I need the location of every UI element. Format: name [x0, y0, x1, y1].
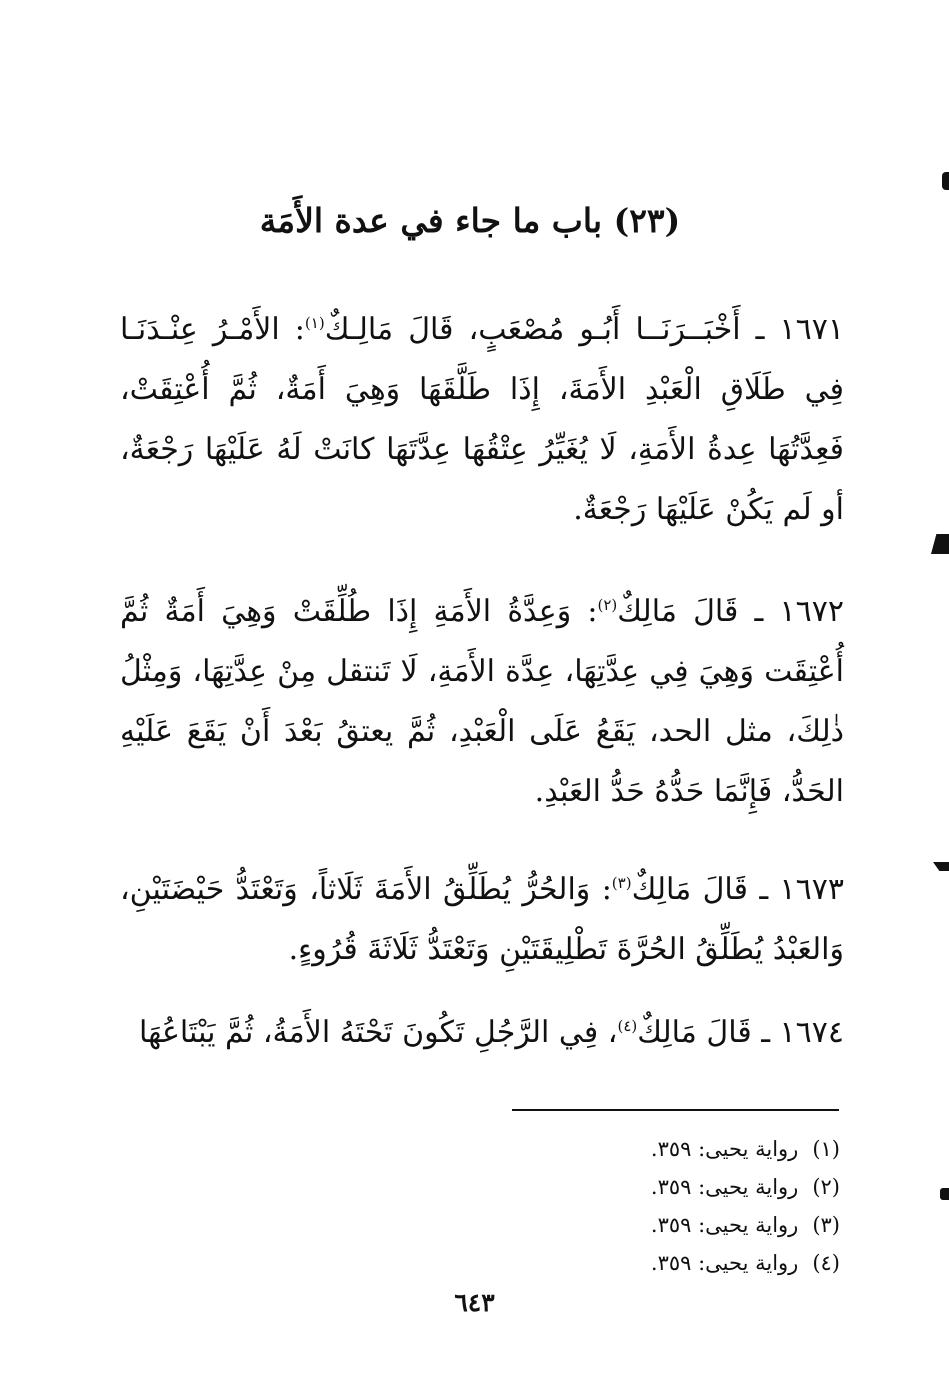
footnote-text: رواية يحيى: ٣٥٩. — [650, 1251, 799, 1275]
paragraph-number: ١٦٧٤ — [779, 1015, 844, 1050]
footnote-ref: (٣) — [611, 874, 632, 892]
paragraph-text: : وَعِدَّةُ الأَمَةِ إِذَا طُلِّقَتْ وَهِيَ أَمَةٌ ثُمَّ أُعْتِقَت وَهِيَ فِي عِدَّتِهَا، عِدَّة الأَمَةِ، لَا تَنتقل مِنْ عِدَّتِهَا، وَمِثْلُ ذٰلِكَ، مثل الحد، يَقَعُ عَلَى الْعَبْدِ، ثُمَّ يعتقُ بَعْدَ أَنْ يَقَعَ عَلَيْهِ الحَدُّ، فَإِنَّمَا حَدُّهُ حَدُّ العَبْدِ. — [120, 594, 844, 809]
footnote-3 — [440, 1206, 840, 1244]
paragraph-number: ١٦٧١ — [779, 312, 844, 347]
paragraph-text: : الأَمْـرُ عِنْـدَنَـا فِي طَلَاقِ الْعَبْدِ الأَمَةَ، إِذَا طَلَّقَهَا وَهِيَ أَمَةٌ، ثُمَّ أُعْتِقَتْ، فَعِدَّتُهَا عِدةُ الأَمَةِ، لَا يُغَيِّرُ عِتْقُهَا عِدَّتَهَا كانَتْ لَهُ عَلَيْهَا رَجْعَةٌ، أو لَم يَكُنْ عَلَيْهَا رَجْعَةٌ. — [120, 312, 844, 527]
footnote-text: رواية يحيى: ٣٥٩. — [650, 1137, 799, 1161]
footnote-divider — [512, 1109, 839, 1111]
page-number: ٦٤٣ — [454, 1288, 495, 1317]
paragraph-1672 — [120, 582, 844, 822]
paragraph-text: ، فِي الرَّجُلِ تَكُونَ تَحْتَهُ الأَمَةُ، ثُمَّ يَبْتَاعُهَا — [139, 1015, 618, 1050]
footnote-number: (٢) — [812, 1175, 840, 1199]
footnote-number: (٣) — [812, 1213, 840, 1237]
footnote-1 — [440, 1130, 840, 1168]
paragraph-1674 — [120, 1003, 844, 1063]
paragraph-lead: ـ أَخْبَــرَنَــا أَبُـو مُصْعَبٍ، قَالَ مَالِـكٌ — [324, 312, 780, 347]
footnote-4 — [440, 1244, 840, 1282]
footnote-text: رواية يحيى: ٣٥٩. — [650, 1175, 799, 1199]
footnote-text: رواية يحيى: ٣٥٩. — [650, 1213, 799, 1237]
scan-mark — [942, 172, 949, 190]
paragraph-lead: ـ قَالَ مَالِكٌ — [631, 872, 780, 907]
paragraph-1671 — [120, 300, 844, 540]
scan-mark — [931, 534, 949, 554]
footnote-ref: (١) — [304, 314, 325, 332]
chapter-title: (٢٣) باب ما جاء في عدة الأَمَة — [259, 201, 681, 240]
scan-mark — [940, 1188, 949, 1200]
footnote-number: (٤) — [812, 1251, 840, 1275]
scan-mark — [933, 862, 949, 871]
footnotes — [440, 1130, 840, 1282]
footnote-2 — [440, 1168, 840, 1206]
footnote-ref: (٢) — [597, 596, 618, 614]
footnote-number: (١) — [812, 1137, 840, 1161]
paragraph-lead: ـ قَالَ مَالِكٌ — [617, 594, 780, 629]
paragraph-1673 — [120, 860, 844, 980]
paragraph-lead: ـ قَالَ مَالِكٌ — [637, 1015, 780, 1050]
paragraph-number: ١٦٧٢ — [779, 594, 844, 629]
footnote-ref: (٤) — [617, 1017, 638, 1035]
paragraph-text: : وَالحُرُّ يُطَلِّقُ الأَمَةَ ثَلَاثاً، وَتَعْتَدُّ حَيْضَتَيْنِ، وَالعَبْدُ يُطَلِّقُ الحُرَّةَ تَطْلِيقَتَيْنِ وَتَعْتَدُّ ثَلَاثَةَ قُرُوءٍ. — [120, 872, 844, 967]
paragraph-number: ١٦٧٣ — [779, 872, 844, 907]
